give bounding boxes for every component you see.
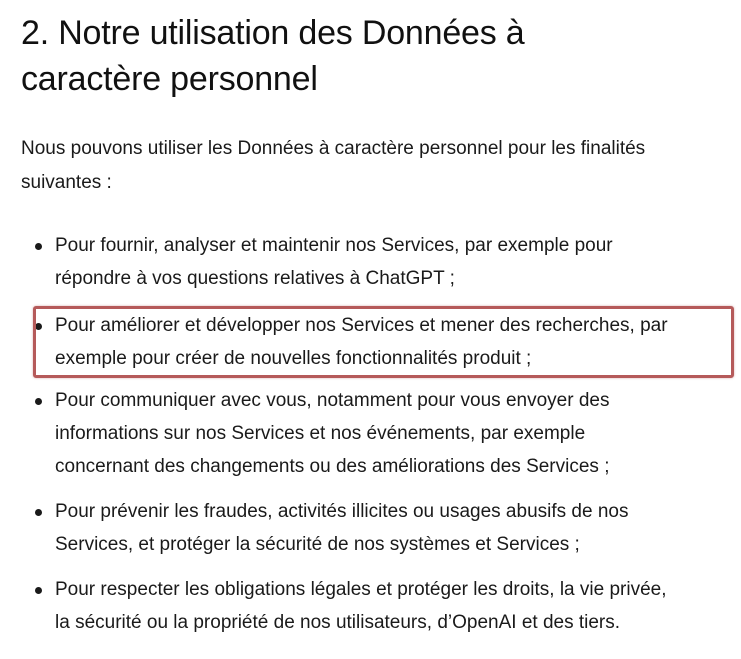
list-item-line: répondre à vos questions relatives à ChatGPT ; bbox=[55, 268, 455, 289]
list-item-line: Pour améliorer et développer nos Services et mener des recherches, par bbox=[55, 315, 668, 336]
list-item-line: concernant des changements ou des améliorations des Services ; bbox=[55, 456, 610, 477]
bullet-icon bbox=[35, 243, 42, 250]
section-title-line-2: caractère personnel bbox=[21, 60, 318, 98]
list-item-line: Pour prévenir les fraudes, activités illicites ou usages abusifs de nos bbox=[55, 501, 629, 522]
bullet-icon bbox=[35, 587, 42, 594]
section-title bbox=[21, 10, 721, 102]
section-title-line-1: 2. Notre utilisation des Données à bbox=[21, 14, 525, 52]
list-item-line: Pour respecter les obligations légales et protéger les droits, la vie privée, bbox=[55, 579, 667, 600]
list-item bbox=[35, 229, 725, 295]
list-item bbox=[35, 384, 725, 483]
list-item-text bbox=[55, 495, 720, 561]
bullet-icon bbox=[35, 323, 42, 330]
list-item-text bbox=[55, 573, 720, 639]
list-item-text bbox=[55, 229, 720, 295]
list-item-line: Services, et protéger la sécurité de nos systèmes et Services ; bbox=[55, 534, 580, 555]
list-item-line: informations sur nos Services et nos événements, par exemple bbox=[55, 423, 586, 444]
intro-paragraph bbox=[21, 132, 721, 200]
list-item-line: Pour communiquer avec vous, notamment pour vous envoyer des bbox=[55, 390, 610, 411]
list-item-text bbox=[55, 309, 720, 375]
list-item-highlighted bbox=[35, 309, 725, 375]
list-item-line: exemple pour créer de nouvelles fonctionnalités produit ; bbox=[55, 348, 532, 369]
list-item-line: la sécurité ou la propriété de nos utilisateurs, d’OpenAI et des tiers. bbox=[55, 612, 621, 633]
bullet-icon bbox=[35, 398, 42, 405]
intro-line-2: suivantes : bbox=[21, 172, 112, 193]
list-item bbox=[35, 495, 725, 561]
intro-line-1: Nous pouvons utiliser les Données à caractère personnel pour les finalités bbox=[21, 138, 646, 159]
list-item-text bbox=[55, 384, 720, 483]
bullet-icon bbox=[35, 509, 42, 516]
list-item bbox=[35, 573, 725, 639]
list-item-line: Pour fournir, analyser et maintenir nos Services, par exemple pour bbox=[55, 235, 613, 256]
